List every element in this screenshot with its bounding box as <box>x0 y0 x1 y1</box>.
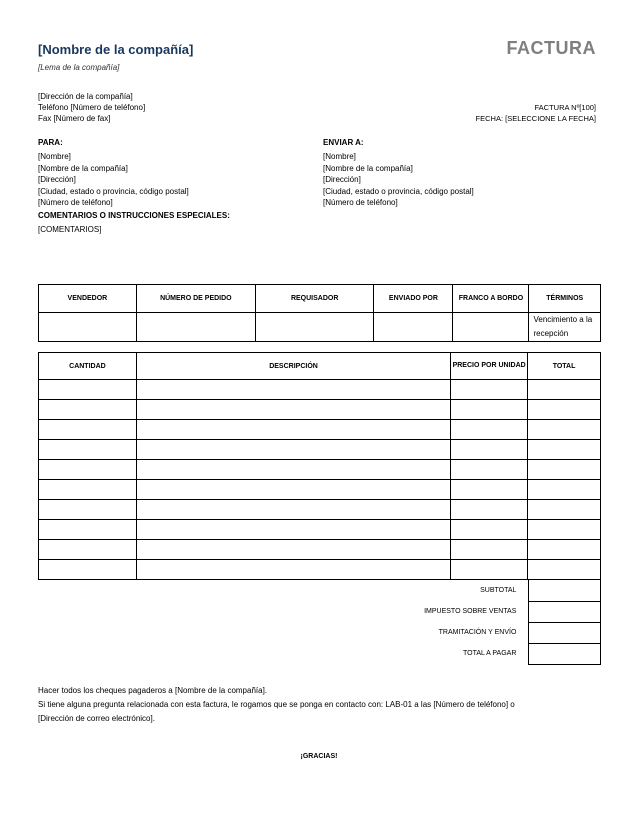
line-total-cell[interactable] <box>528 380 601 400</box>
ship-to-name: [Nombre] <box>323 152 356 161</box>
description-cell[interactable] <box>136 480 450 500</box>
quantity-cell[interactable] <box>39 400 137 420</box>
unit-price-cell[interactable] <box>451 380 528 400</box>
quantity-cell[interactable] <box>39 480 137 500</box>
table-row <box>39 460 601 480</box>
table-row <box>39 420 601 440</box>
description-cell[interactable] <box>136 560 450 580</box>
footer-line-email: [Dirección de correo electrónico]. <box>38 714 155 723</box>
bill-to-phone: [Número de teléfono] <box>38 198 113 207</box>
table-row <box>39 560 601 580</box>
comments-value: [COMENTARIOS] <box>38 225 102 234</box>
description-cell[interactable] <box>136 420 450 440</box>
shipping-value[interactable] <box>529 622 601 643</box>
footer-line-checks: Hacer todos los cheques pagaderos a [Nombre de la compañía]. <box>38 686 268 695</box>
unit-price-cell[interactable] <box>451 500 528 520</box>
tax-value[interactable] <box>529 601 601 622</box>
table-row <box>39 520 601 540</box>
description-cell[interactable] <box>136 540 450 560</box>
company-address: [Dirección de la compañía] <box>38 92 133 101</box>
line-total-cell[interactable] <box>528 400 601 420</box>
header-description: DESCRIPCIÓN <box>136 353 450 380</box>
line-total-cell[interactable] <box>528 540 601 560</box>
ship-to-block <box>323 151 474 209</box>
total-due-label: TOTAL A PAGAR <box>462 650 517 657</box>
table-row <box>39 380 601 400</box>
unit-price-cell[interactable] <box>451 420 528 440</box>
company-phone: Teléfono [Número de teléfono] <box>38 103 146 112</box>
line-total-cell[interactable] <box>528 500 601 520</box>
description-cell[interactable] <box>136 440 450 460</box>
subtotal-value[interactable] <box>529 580 601 601</box>
header-fob: FRANCO A BORDO <box>453 285 529 313</box>
header-unit-price: PRECIO POR UNIDAD <box>451 353 528 380</box>
header-order-number: NÚMERO DE PEDIDO <box>136 285 255 313</box>
ship-to-address: [Dirección] <box>323 175 361 184</box>
order-number-cell[interactable] <box>136 313 255 342</box>
totals-table <box>38 580 601 665</box>
header-total: TOTAL <box>528 353 601 380</box>
table-row <box>39 540 601 560</box>
bill-to-address: [Dirección] <box>38 175 76 184</box>
invoice-date: FECHA: [SELECCIONE LA FECHA] <box>475 114 596 123</box>
unit-price-cell[interactable] <box>451 560 528 580</box>
bill-to-company: [Nombre de la compañía] <box>38 163 128 173</box>
ship-to-label: ENVIAR A: <box>323 138 364 147</box>
shipped-via-cell[interactable] <box>374 313 453 342</box>
unit-price-cell[interactable] <box>451 460 528 480</box>
quantity-cell[interactable] <box>39 440 137 460</box>
quantity-cell[interactable] <box>39 500 137 520</box>
header-vendor: VENDEDOR <box>39 285 137 313</box>
footer-notes <box>38 684 608 726</box>
line-total-cell[interactable] <box>528 460 601 480</box>
table-row <box>39 500 601 520</box>
requisitioner-cell[interactable] <box>255 313 374 342</box>
ship-to-company: [Nombre de la compañía] <box>323 163 413 173</box>
quantity-cell[interactable] <box>39 380 137 400</box>
unit-price-cell[interactable] <box>451 440 528 460</box>
company-address-block <box>38 91 145 124</box>
unit-price-cell[interactable] <box>451 520 528 540</box>
bill-to-city: [Ciudad, estado o provincia, código postal] <box>38 186 189 196</box>
company-tagline: [Lema de la compañía] <box>38 63 120 72</box>
line-total-cell[interactable] <box>528 520 601 540</box>
description-cell[interactable] <box>136 520 450 540</box>
bill-to-name: [Nombre] <box>38 152 71 161</box>
quantity-cell[interactable] <box>39 540 137 560</box>
thank-you-text: ¡GRACIAS! <box>300 753 338 760</box>
shipping-label: TRAMITACIÓN Y ENVÍO <box>438 629 517 636</box>
fob-cell[interactable] <box>453 313 529 342</box>
table-row <box>39 400 601 420</box>
subtotal-label: SUBTOTAL <box>480 587 517 594</box>
invoice-number: FACTURA Nº[100] <box>534 103 596 112</box>
bill-to-block <box>38 151 189 209</box>
company-name: [Nombre de la compañía] <box>38 42 194 57</box>
header-quantity: CANTIDAD <box>39 353 137 380</box>
quantity-cell[interactable] <box>39 420 137 440</box>
unit-price-cell[interactable] <box>451 540 528 560</box>
description-cell[interactable] <box>136 460 450 480</box>
vendor-cell[interactable] <box>39 313 137 342</box>
table-row <box>39 480 601 500</box>
table-row <box>39 440 601 460</box>
order-info-table <box>38 284 601 342</box>
unit-price-cell[interactable] <box>451 480 528 500</box>
total-due-value[interactable] <box>529 643 601 664</box>
quantity-cell[interactable] <box>39 560 137 580</box>
header-terms: TÉRMINOS <box>529 285 601 313</box>
invoice-title: FACTURA <box>506 38 596 58</box>
terms-cell[interactable]: Vencimiento a la recepción <box>529 313 601 342</box>
header-requisitioner: REQUISADOR <box>255 285 374 313</box>
bill-to-label: PARA: <box>38 138 63 147</box>
line-total-cell[interactable] <box>528 440 601 460</box>
unit-price-cell[interactable] <box>451 400 528 420</box>
quantity-cell[interactable] <box>39 520 137 540</box>
description-cell[interactable] <box>136 500 450 520</box>
line-total-cell[interactable] <box>528 420 601 440</box>
invoice-meta <box>476 102 596 124</box>
line-items-table <box>38 352 601 580</box>
footer-line-questions: Si tiene alguna pregunta relacionada con esta factura, le rogamos que se ponga en contacto con: LAB-01 a las [Número de teléfono] o <box>38 700 515 709</box>
comments-label: COMENTARIOS O INSTRUCCIONES ESPECIALES: <box>38 211 230 220</box>
ship-to-phone: [Número de teléfono] <box>323 198 398 207</box>
header-shipped-via: ENVIADO POR <box>374 285 453 313</box>
line-total-cell[interactable] <box>528 560 601 580</box>
tax-label: IMPUESTO SOBRE VENTAS <box>424 608 517 615</box>
description-cell[interactable] <box>136 400 450 420</box>
company-fax: Fax [Número de fax] <box>38 114 111 123</box>
description-cell[interactable] <box>136 380 450 400</box>
line-total-cell[interactable] <box>528 480 601 500</box>
quantity-cell[interactable] <box>39 460 137 480</box>
ship-to-city: [Ciudad, estado o provincia, código postal] <box>323 186 474 196</box>
